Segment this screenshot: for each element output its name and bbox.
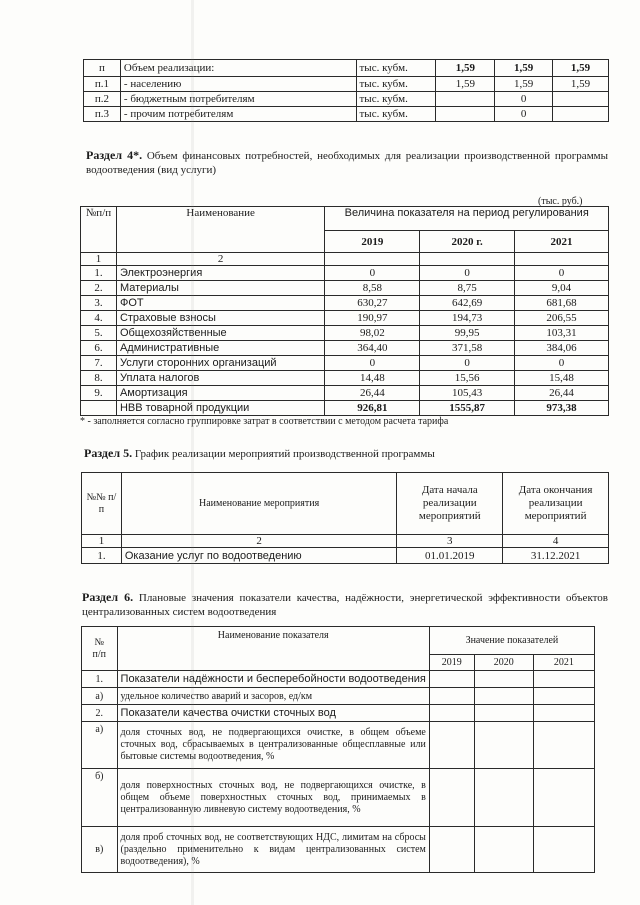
- table-row: [84, 92, 609, 107]
- table-row: [82, 688, 595, 705]
- total-name: НВВ товарной продукции: [116, 401, 324, 416]
- row-name: Амортизация: [116, 386, 324, 401]
- index-cell: 4: [503, 535, 609, 548]
- table-row: [82, 548, 609, 564]
- volume-table: [83, 59, 609, 122]
- value-2019: 364,40: [325, 341, 420, 356]
- row-name: удельное количество аварий и засоров, ед/км: [117, 688, 429, 705]
- row-number: 1.: [81, 266, 117, 281]
- value-2020: 0: [420, 266, 515, 281]
- section-4-label: Раздел 4*.: [86, 148, 143, 162]
- value-2020: 15,56: [420, 371, 515, 386]
- row-number: 1.: [82, 548, 122, 564]
- header-name: Наименование показателя: [117, 627, 429, 671]
- table-row: [81, 356, 609, 371]
- table-header-row: [82, 627, 595, 655]
- value-2021: [553, 92, 609, 107]
- row-number: п: [84, 60, 121, 77]
- header-end: Дата окончания реализации мероприятий: [503, 473, 609, 535]
- row-name: Услуги сторонних организаций: [116, 356, 324, 371]
- header-value: Значение показателей: [429, 627, 594, 655]
- table-row: [81, 281, 609, 296]
- value-2021: 0: [515, 266, 609, 281]
- header-number: №п/п: [81, 207, 117, 253]
- header-number: № п/п: [82, 627, 118, 671]
- value-2021: 1,59: [553, 77, 609, 92]
- row-number: 7.: [81, 356, 117, 371]
- value-2020: 0: [495, 107, 553, 122]
- index-row: [82, 535, 609, 548]
- row-name: Показатели качества очистки сточных вод: [117, 705, 429, 722]
- row-name: доля поверхностных сточных вод, не подвергающихся очистке, в общем объеме поверхностных сточных вод, принимаемых в централизованную ливневую систему водоотведения, %: [117, 769, 429, 827]
- row-name: Оказание услуг по водоотведению: [121, 548, 397, 564]
- index-cell: 3: [397, 535, 503, 548]
- table-row: [81, 326, 609, 341]
- value-2021: 26,44: [515, 386, 609, 401]
- total-2021: 973,38: [515, 401, 609, 416]
- row-name: доля проб сточных вод, не соответствующих НДС, лимитам на сбросы (раздельно применительно к видам централизованных систем водоотведения), %: [117, 827, 429, 873]
- row-unit: тыс. кубм.: [356, 77, 436, 92]
- table-row: [81, 266, 609, 281]
- table-row: [82, 705, 595, 722]
- value-2020: 1,59: [495, 60, 553, 77]
- total-2020: 1555,87: [420, 401, 515, 416]
- value-2021: 103,31: [515, 326, 609, 341]
- value-2019: 190,97: [325, 311, 420, 326]
- row-name: Общехозяйственные: [116, 326, 324, 341]
- value-2021: 1,59: [553, 60, 609, 77]
- value-2019: 630,27: [325, 296, 420, 311]
- value-2020: 0: [495, 92, 553, 107]
- row-unit: тыс. кубм.: [356, 92, 436, 107]
- year-2019: 2019: [325, 231, 420, 253]
- section-6-heading: [82, 590, 608, 619]
- header-value: Величина показателя на период регулирования: [325, 207, 609, 231]
- header-number: №№ п/п: [82, 473, 122, 535]
- row-name: - населению: [120, 77, 356, 92]
- value-2020: 642,69: [420, 296, 515, 311]
- table-row: [81, 311, 609, 326]
- table-row: [81, 386, 609, 401]
- year-2020: 2020 г.: [420, 231, 515, 253]
- table-row: [82, 722, 595, 769]
- value-2021: 0: [515, 356, 609, 371]
- row-name: Объем реализации:: [120, 60, 356, 77]
- index-row: [81, 253, 609, 266]
- value-2019: [436, 92, 495, 107]
- value-2019: 1,59: [436, 77, 495, 92]
- value-2020: 8,75: [420, 281, 515, 296]
- value-2019: 0: [325, 266, 420, 281]
- row-number: а): [82, 688, 118, 705]
- financial-needs-table: [80, 206, 609, 416]
- row-number: 8.: [81, 371, 117, 386]
- row-unit: тыс. кубм.: [356, 60, 436, 77]
- table-row: [84, 77, 609, 92]
- value-2020: 371,58: [420, 341, 515, 356]
- row-number: б): [82, 769, 118, 827]
- value-2019: 8,58: [325, 281, 420, 296]
- row-number: 2.: [82, 705, 118, 722]
- section-6-text: Плановые значения показатели качества, надёжности, энергетической эффективности объектов централизованных систем водоотведения: [82, 592, 608, 618]
- row-number: п.1: [84, 77, 121, 92]
- index-cell: 1: [82, 535, 122, 548]
- section-4-text: Объем финансовых потребностей, необходимых для реализации производственной программы водоотведения (вид услуги): [86, 150, 609, 176]
- value-2021: 384,06: [515, 341, 609, 356]
- header-name: Наименование мероприятия: [121, 473, 397, 535]
- row-name: Страховые взносы: [116, 311, 324, 326]
- index-cell: 2: [121, 535, 397, 548]
- row-name: Показатели надёжности и бесперебойности водоотведения: [117, 671, 429, 688]
- row-number: п.2: [84, 92, 121, 107]
- row-name: - бюджетным потребителям: [120, 92, 356, 107]
- table-header-row: [81, 207, 609, 231]
- row-number: 1.: [82, 671, 118, 688]
- value-2020: 194,73: [420, 311, 515, 326]
- index-cell: 1: [81, 253, 117, 266]
- table-row: [82, 671, 595, 688]
- row-number: а): [82, 722, 118, 769]
- row-name: ФОТ: [116, 296, 324, 311]
- section-5-label: Раздел 5.: [84, 446, 133, 460]
- year-2021: 2021: [533, 655, 594, 671]
- total-2019: 926,81: [325, 401, 420, 416]
- table-row: [81, 371, 609, 386]
- section-5-text: График реализации мероприятий производственной программы: [134, 448, 435, 460]
- value-2021: 206,55: [515, 311, 609, 326]
- year-2021: 2021: [515, 231, 609, 253]
- total-row: [81, 401, 609, 416]
- row-number: 9.: [81, 386, 117, 401]
- table-row: [82, 827, 595, 873]
- start-date: 01.01.2019: [397, 548, 503, 564]
- header-name: Наименование: [116, 207, 324, 253]
- value-2020: 99,95: [420, 326, 515, 341]
- schedule-table: [81, 472, 609, 564]
- value-2019: 0: [325, 356, 420, 371]
- unit-note: (тыс. руб.): [538, 196, 583, 207]
- end-date: 31.12.2021: [503, 548, 609, 564]
- row-number: в): [82, 827, 118, 873]
- row-name: Материалы: [116, 281, 324, 296]
- year-2020: 2020: [474, 655, 533, 671]
- indicators-table: [81, 626, 595, 873]
- value-2020: 0: [420, 356, 515, 371]
- section-4-heading: [86, 148, 608, 177]
- row-unit: тыс. кубм.: [356, 107, 436, 122]
- row-number: 5.: [81, 326, 117, 341]
- row-number: 4.: [81, 311, 117, 326]
- table-row: [81, 296, 609, 311]
- value-2020: 105,43: [420, 386, 515, 401]
- scan-fold-line: [191, 0, 194, 905]
- value-2019: [436, 107, 495, 122]
- row-number: 2.: [81, 281, 117, 296]
- footnote: * - заполняется согласно группировке затрат в соответствии с методом расчета тарифа: [80, 416, 449, 427]
- year-2019: 2019: [429, 655, 474, 671]
- index-cell: 2: [116, 253, 324, 266]
- value-2019: 1,59: [436, 60, 495, 77]
- row-number: 6.: [81, 341, 117, 356]
- value-2021: 15,48: [515, 371, 609, 386]
- row-name: Электроэнергия: [116, 266, 324, 281]
- value-2021: 681,68: [515, 296, 609, 311]
- row-name: доля сточных вод, не подвергающихся очистке, в общем объеме сточных вод, сбрасываемых в централизованные общесплавные или бытовые системы водоотведения, %: [117, 722, 429, 769]
- value-2019: 14,48: [325, 371, 420, 386]
- table-header-row: [82, 473, 609, 535]
- section-6-label: Раздел 6.: [82, 590, 134, 604]
- table-row: [81, 341, 609, 356]
- row-name: - прочим потребителям: [120, 107, 356, 122]
- value-2019: 26,44: [325, 386, 420, 401]
- header-start: Дата начала реализации мероприятий: [397, 473, 503, 535]
- row-name: Административные: [116, 341, 324, 356]
- value-2021: [553, 107, 609, 122]
- table-row: [82, 769, 595, 827]
- row-number: 3.: [81, 296, 117, 311]
- value-2019: 98,02: [325, 326, 420, 341]
- value-2021: 9,04: [515, 281, 609, 296]
- value-2020: 1,59: [495, 77, 553, 92]
- row-number: п.3: [84, 107, 121, 122]
- section-5-heading: [84, 446, 606, 461]
- table-row: [84, 107, 609, 122]
- row-name: Уплата налогов: [116, 371, 324, 386]
- table-row: [84, 60, 609, 77]
